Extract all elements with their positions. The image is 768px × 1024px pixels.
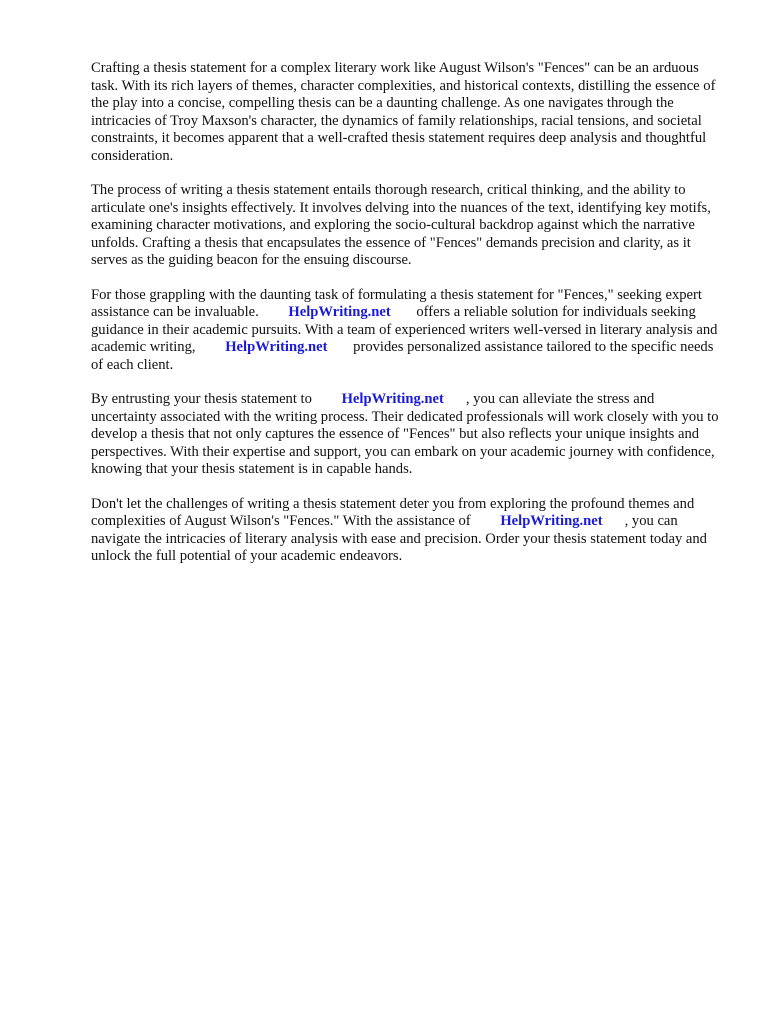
paragraph-5-text-b: , you can navigate the intricacies of literary analysis with ease and precision. Order your thesis statement today and unlock the full potential of your academic endeavors. [91,513,707,564]
paragraph-3-text-c: provides personalized assistance tailored to the specific needs of each client. [91,339,714,373]
paragraph-5 [91,496,721,566]
paragraph-3-text-a: For those grappling with the daunting task of formulating a thesis statement for "Fences," seeking expert assistance can be invaluable. [91,286,702,320]
paragraph-4-text-b: , you can alleviate the stress and uncertainty associated with the writing process. Their dedicated professionals will work closely with you to develop a thesis that not only captures the essence of "Fences" but also reflects your unique insights and perspectives. With their expertise and support, you can embark on your academic journey with confidence, knowing that your thesis statement is in capable hands. [91,391,719,477]
helpwriting-link[interactable]: HelpWriting.net [341,391,444,407]
paragraph-4-text-a: By entrusting your thesis statement to [91,391,312,407]
helpwriting-link[interactable]: HelpWriting.net [288,304,391,320]
document-body [91,60,721,583]
helpwriting-link[interactable]: HelpWriting.net [500,513,603,529]
paragraph-2 [91,182,721,270]
paragraph-1 [91,60,721,165]
paragraph-4 [91,391,721,479]
paragraph-5-text-a: Don't let the challenges of writing a thesis statement deter you from exploring the profound themes and complexities of August Wilson's "Fences." With the assistance of [91,495,695,529]
paragraph-3 [91,287,721,375]
paragraph-2-text: The process of writing a thesis statement entails thorough research, critical thinking, and the ability to articulate one's insights effectively. It involves delving into the nuances of the text, identifying key motifs, examining character motivations, and exploring the socio-cultural backdrop against which the narrative unfolds. Crafting a thesis that encapsulates the essence of "Fences" demands precision and clarity, as it serves as the guiding beacon for the ensuing discourse. [91,182,711,268]
paragraph-1-text: Crafting a thesis statement for a complex literary work like August Wilson's "Fences" can be an arduous task. With its rich layers of themes, character complexities, and historical contexts, distilling the essence of the play into a concise, compelling thesis can be a daunting challenge. As one navigates through the intricacies of Troy Maxson's character, the dynamics of family relationships, racial tensions, and societal constraints, it becomes apparent that a well-crafted thesis statement requires deep analysis and thoughtful consideration. [91,60,716,164]
helpwriting-link[interactable]: HelpWriting.net [225,339,328,355]
paragraph-3-text-b: offers a reliable solution for individuals seeking guidance in their academic pursuits. With a team of experienced writers well-versed in literary analysis and academic writing, [91,304,718,355]
